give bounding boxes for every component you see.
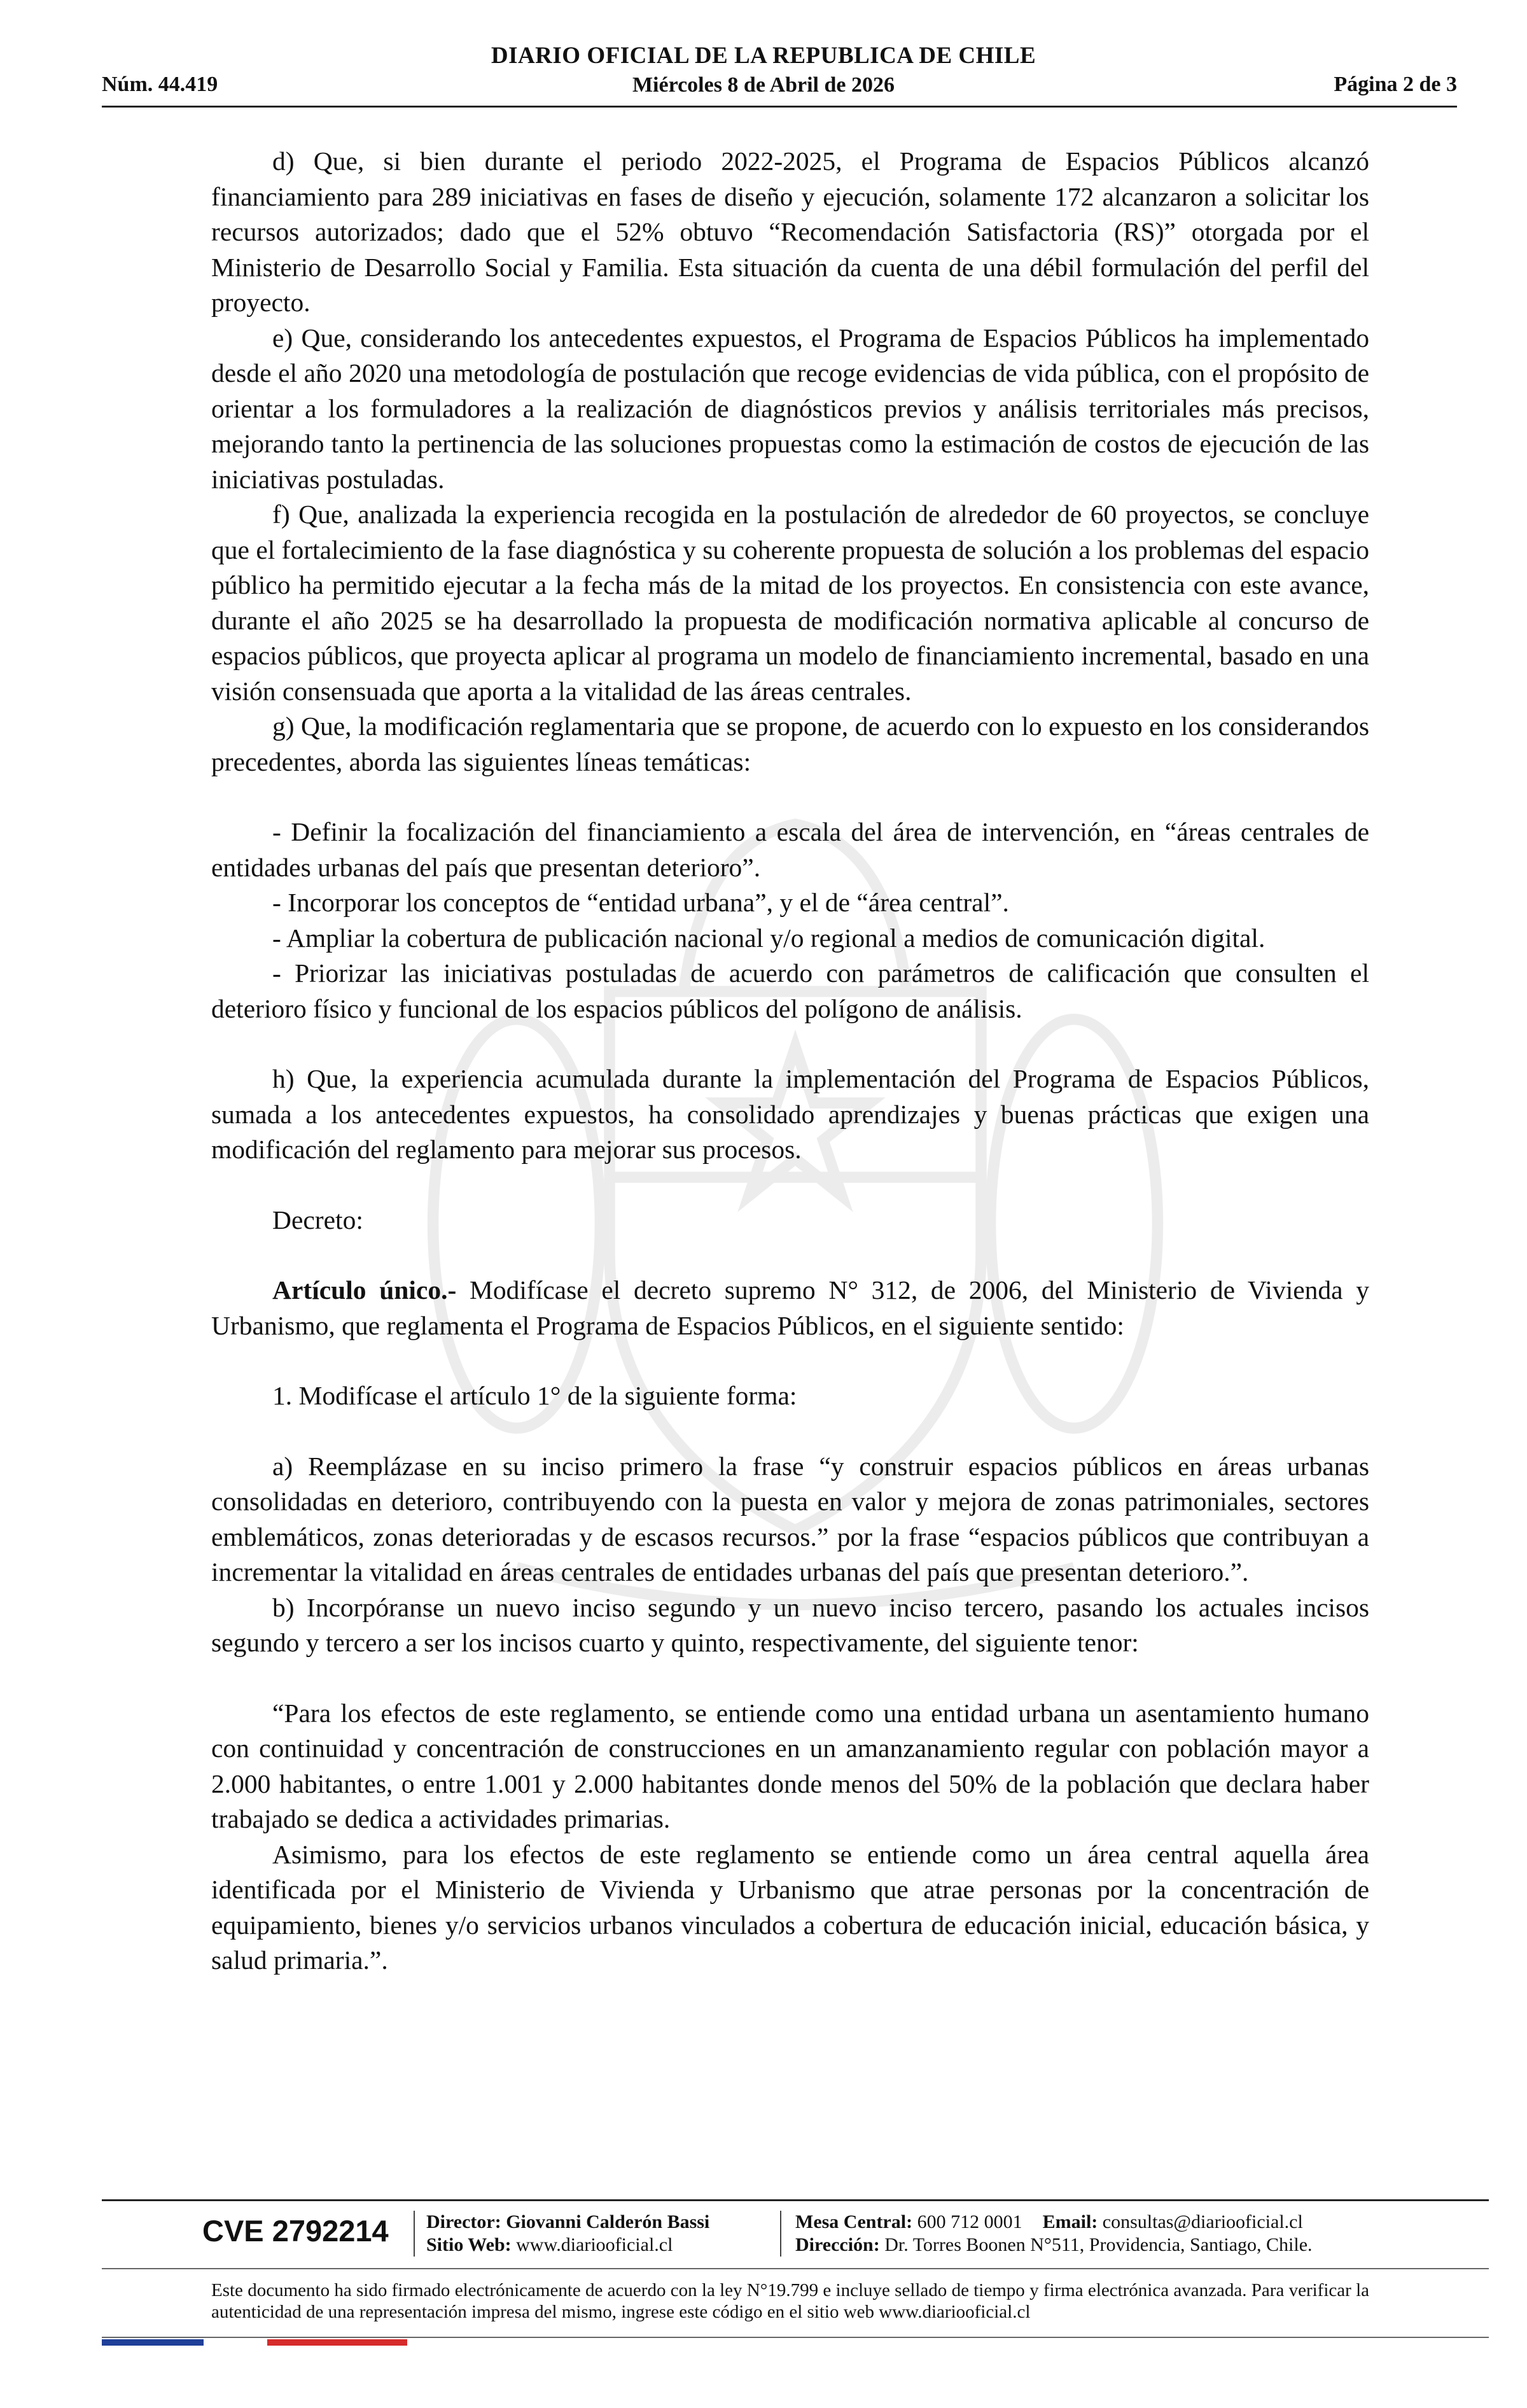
masthead-title: DIARIO OFICIAL DE LA REPUBLICA DE CHILE [491, 43, 1036, 69]
phone-number: 600 712 0001 [917, 2211, 1022, 2232]
paragraph-e: e) Que, considerando los antecedentes expuestos, el Programa de Espacios Públicos ha implementado desde el año 2020 una metodología de postulación que recoge evidencias de vida pública, con el propósito de orientar a los formuladores a la realización de diagnósticos previos y análisis territoriales más precisos, mejorando tanto la pertinencia de las soluciones propuestas como la estimación de costos de ejecución de las iniciativas postuladas. [211, 323, 1369, 494]
email-link[interactable]: consultas@diariooficial.cl [1102, 2211, 1303, 2232]
footer-divider-top [102, 2199, 1489, 2201]
bullet-item: - Priorizar las iniciativas postuladas de acuerdo con parámetros de calificación que consulten el deterioro físico y funcional de los espacios públicos del polígono de análisis. [211, 958, 1369, 1023]
director-name: Giovanni Calderón Bassi [506, 2211, 710, 2232]
article-paragraph [211, 1273, 1369, 1343]
page-indicator: Página 2 de 3 [1334, 73, 1457, 96]
bullet-item: - Definir la focalización del financiamiento a escala del área de intervención, en “áreas centrales de entidades urbanas del país que presentan deterioro”. [211, 817, 1369, 882]
footer-divider-middle [102, 2268, 1489, 2269]
electronic-signature-notice: Este documento ha sido firmado electrónicamente de acuerdo con la ley N°19.799 e incluye sellado de tiempo y firma electrónica avanzada. Para verificar la autenticidad de una representación impresa del mismo, ingrese este código en el sitio web www.diariooficial.cl [211, 2280, 1369, 2322]
director-label: Director: [426, 2211, 501, 2232]
flag-stripe-blue [102, 2339, 204, 2346]
phone-label: Mesa Central: [795, 2211, 913, 2232]
item-b: b) Incorpóranse un nuevo inciso segundo y un nuevo inciso tercero, pasando los actuales incisos segundo y tercero a ser los incisos cuarto y quinto, respectivamente, del siguiente tenor: [211, 1592, 1369, 1657]
quote-paragraph-2: Asimismo, para los efectos de este reglamento se entiende como un área central aquella área identificada por el Ministerio de Vivienda y Urbanismo que atrae personas por la concentración de equipamiento, bienes y/o servicios urbanos vinculados a cobertura de educación inicial, educación básica, y salud primaria.”. [211, 1839, 1369, 1975]
address-value: Dr. Torres Boonen N°511, Providencia, Santiago, Chile. [884, 2234, 1313, 2255]
header-divider [102, 106, 1457, 108]
paragraph-h: h) Que, la experiencia acumulada durante la implementación del Programa de Espacios Públicos, sumada a los antecedentes expuestos, ha consolidado aprendizajes y buenas prácticas que exigen una modificación del reglamento para mejorar sus procesos. [211, 1064, 1369, 1164]
website-link[interactable]: www.diariooficial.cl [516, 2234, 673, 2255]
paragraph-g: g) Que, la modificación reglamentaria que se propone, de acuerdo con lo expuesto en los considerandos precedentes, aborda las siguientes líneas temáticas: [211, 711, 1369, 776]
item-1: 1. Modifícase el artículo 1° de la siguiente forma: [272, 1381, 797, 1410]
contact-info [795, 2211, 1313, 2257]
paragraph-f: f) Que, analizada la experiencia recogida en la postulación de alrededor de 60 proyectos, se concluye que el fortalecimiento de la fase diagnóstica y su coherente propuesta de solución a los problemas del espacio público ha permitido ejecutar a la fecha más de la mitad de los proyectos. En consistencia con este avance, durante el año 2025 se ha desarrollado la propuesta de modificación normativa aplicable al concurso de espacios públicos, que proyecta aplicar al programa un modelo de financiamiento incremental, basado en una visión consensuada que aporta a la vitalidad de las áreas centrales. [211, 500, 1369, 706]
cve-code: CVE 2792214 [202, 2214, 389, 2248]
article-label: Artículo único.- [272, 1275, 457, 1305]
flag-stripe [102, 2339, 407, 2346]
email-label: Email: [1042, 2211, 1098, 2232]
bullet-item: - Ampliar la cobertura de publicación nacional y/o regional a medios de comunicación digital. [272, 923, 1266, 953]
document-body [211, 144, 1369, 1978]
quote-paragraph-1: “Para los efectos de este reglamento, se entiende como una entidad urbana un asentamiento humano con continuidad y concentración de construcciones en un amanzanamiento regular con población mayor a 2.000 habitantes, o entre 1.001 y 2.000 habitantes donde menos del 50% de la población que declara haber trabajado se dedica a actividades primarias. [211, 1698, 1369, 1833]
flag-stripe-white [204, 2339, 267, 2346]
masthead [0, 42, 1527, 97]
issue-date: Miércoles 8 de Abril de 2026 [632, 73, 895, 97]
paragraph-d: d) Que, si bien durante el periodo 2022-2025, el Programa de Espacios Públicos alcanzó financiamiento para 289 iniciativas en fases de diseño y ejecución, solamente 172 alcanzaron a solicitar los recursos autorizados; dado que el 52% obtuvo “Recomendación Satisfactoria (RS)” otorgada por el Ministerio de Desarrollo Social y Familia. Esta situación da cuenta de una débil formulación del perfil del proyecto. [211, 146, 1369, 317]
item-a: a) Reemplázase en su inciso primero la frase “y construir espacios públicos en áreas urbanas consolidadas en deterioro, contribuyendo con la puesta en valor y mejora de zonas patrimoniales, sectores emblemáticos, zonas deterioradas y de escasos recursos.” por la frase “espacios públicos que contribuyan a incrementar la vitalidad en áreas centrales de entidades urbanas del país que presentan deterioro.”. [211, 1451, 1369, 1586]
decree-heading: Decreto: [272, 1205, 363, 1235]
footer-separator [780, 2211, 781, 2257]
issue-number: Núm. 44.419 [102, 73, 218, 96]
flag-stripe-red [267, 2339, 407, 2346]
website-label: Sitio Web: [426, 2234, 512, 2255]
article-text: Modifícase el decreto supremo N° 312, de 2006, del Ministerio de Vivienda y Urbanismo, que reglamenta el Programa de Espacios Públicos, en el siguiente sentido: [211, 1275, 1369, 1340]
footer-separator [414, 2211, 415, 2257]
footer-divider-bottom [102, 2337, 1489, 2338]
director-info [426, 2211, 709, 2257]
bullet-item: - Incorporar los conceptos de “entidad urbana”, y el de “área central”. [272, 888, 1009, 917]
address-label: Dirección: [795, 2234, 880, 2255]
